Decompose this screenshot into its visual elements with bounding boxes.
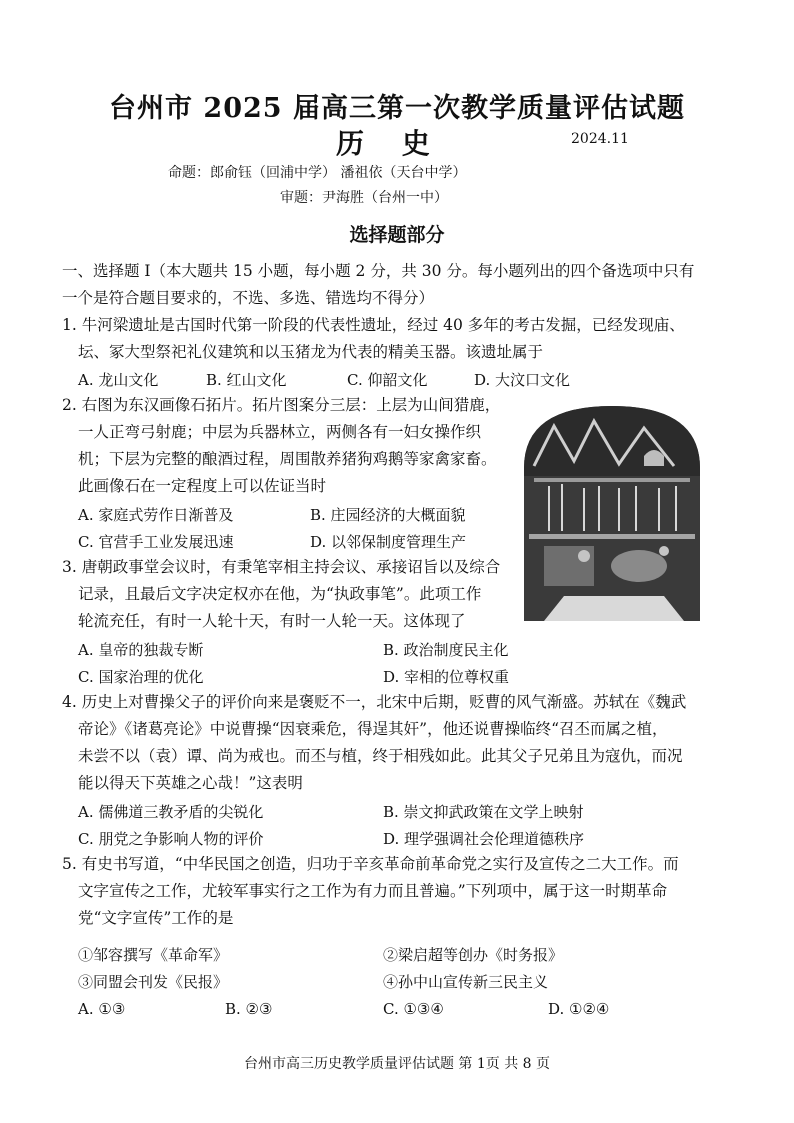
q3-option-a[interactable]: A. 皇帝的独裁专断 <box>78 641 204 659</box>
instructions-line: 一、选择题 I（本大题共 15 小题，每小题 2 分，共 30 分。每小题列出的四个备选项中只有 <box>62 262 695 280</box>
q1-stem-line: 坛、冢大型祭祀礼仪建筑和以玉猪龙为代表的精美玉器。该遗址属于 <box>78 343 544 361</box>
q4-stem-line: 能以得天下英雄之心哉！”这表明 <box>78 774 303 792</box>
q5-item-3: ③同盟会刊发《民报》 <box>78 973 229 991</box>
instructions-line: 一个是符合题目要求的，不选、多选、错选均不得分） <box>62 289 435 307</box>
q2-stem-line: 机；下层为完整的酿酒过程，周围散养猪狗鸡鹅等家禽家畜。 <box>78 450 497 468</box>
q4-stem-line: 4. 历史上对曹操父子的评价向来是褒贬不一，北宋中后期，贬曹的风气渐盛。苏轼在《魏武 <box>62 693 687 711</box>
q5-stem-line: 5. 有史书写道，“中华民国之创造，归功于辛亥革命前革命党之实行及宣传之二大工作。而 <box>62 855 679 873</box>
q3-stem-line: 记录，且最后文字决定权亦在他，为“执政事笔”。此项工作 <box>78 585 482 603</box>
q5-item-1: ①邹容撰写《革命军》 <box>78 946 229 964</box>
q4-option-c[interactable]: C. 朋党之争影响人物的评价 <box>78 830 264 848</box>
q1-stem-line: 1. 牛河梁遗址是古国时代第一阶段的代表性遗址，经过 40 多年的考古发掘，已经发现庙、 <box>62 316 685 334</box>
q2-stem-line: 2. 右图为东汉画像石拓片。拓片图案分三层：上层为山间猎鹿， <box>62 396 501 414</box>
subject-title: 历 史 <box>336 127 444 160</box>
q4-option-b[interactable]: B. 崇文抑武政策在文学上映射 <box>383 803 584 821</box>
q4-option-a[interactable]: A. 儒佛道三教矛盾的尖锐化 <box>78 803 264 821</box>
q1-option-d[interactable]: D. 大汶口文化 <box>474 371 571 389</box>
exam-date: 2024.11 <box>571 131 629 147</box>
q5-option-c[interactable]: C. ①③④ <box>383 1000 444 1018</box>
q4-stem-line: 帝论》《诸葛亮论》中说曹操“因衰乘危，得逞其奸”，他还说曹操临终“召丕而属之植， <box>78 720 668 738</box>
q2-option-c[interactable]: C. 官营手工业发展迅速 <box>78 533 234 551</box>
q5-item-4: ④孙中山宣传新三民主义 <box>383 973 549 991</box>
q2-stem-line: 此画像石在一定程度上可以佐证当时 <box>78 477 327 495</box>
q2-option-b[interactable]: B. 庄园经济的大概面貌 <box>310 506 466 524</box>
q5-option-b[interactable]: B. ②③ <box>225 1000 273 1018</box>
authors-line: 命题：郎俞钰（回浦中学） 潘祖依（天台中学） <box>168 165 467 181</box>
q3-stem-line: 轮流充任，有时一人轮十天，有时一人轮一天。这体现了 <box>78 612 466 630</box>
q2-option-d[interactable]: D. 以邻保制度管理生产 <box>310 533 467 551</box>
q4-option-d[interactable]: D. 理学强调社会伦理道德秩序 <box>383 830 585 848</box>
q5-option-a[interactable]: A. ①③ <box>78 1000 126 1018</box>
section-title: 选择题部分 <box>349 224 445 246</box>
q4-stem-line: 未尝不以（袁）谭、尚为戒也。而丕与植，终于相残如此。此其父子兄弟且为寇仇，而况 <box>78 747 683 765</box>
q1-option-c[interactable]: C. 仰韶文化 <box>347 371 428 389</box>
q1-option-b[interactable]: B. 红山文化 <box>206 371 287 389</box>
q3-stem-line: 3. 唐朝政事堂会议时，有秉笔宰相主持会议、承接诏旨以及综合 <box>62 558 501 576</box>
q2-option-a[interactable]: A. 家庭式劳作日渐普及 <box>78 506 234 524</box>
stone-rubbing-image <box>524 406 700 621</box>
q5-stem-line: 党“文字宣传”工作的是 <box>78 909 234 927</box>
q3-option-d[interactable]: D. 宰相的位尊权重 <box>383 668 510 686</box>
page-footer: 台州市高三历史教学质量评估试题 第 1页 共 8 页 <box>243 1056 551 1072</box>
exam-title: 台州市 2025 届高三第一次教学质量评估试题 <box>109 93 685 124</box>
q5-item-2: ②梁启超等创办《时务报》 <box>383 946 564 964</box>
q1-option-a[interactable]: A. 龙山文化 <box>78 371 159 389</box>
q3-option-b[interactable]: B. 政治制度民主化 <box>383 641 509 659</box>
q2-stem-line: 一人正弯弓射鹿；中层为兵器林立，两侧各有一妇女操作织 <box>78 423 482 441</box>
q3-option-c[interactable]: C. 国家治理的优化 <box>78 668 204 686</box>
reviewer-line: 审题：尹海胜（台州一中） <box>280 190 448 206</box>
q5-stem-line: 文字宣传之工作，尤较军事实行之工作为有力而且普遍。”下列项中，属于这一时期革命 <box>78 882 668 900</box>
q5-option-d[interactable]: D. ①②④ <box>548 1000 610 1018</box>
